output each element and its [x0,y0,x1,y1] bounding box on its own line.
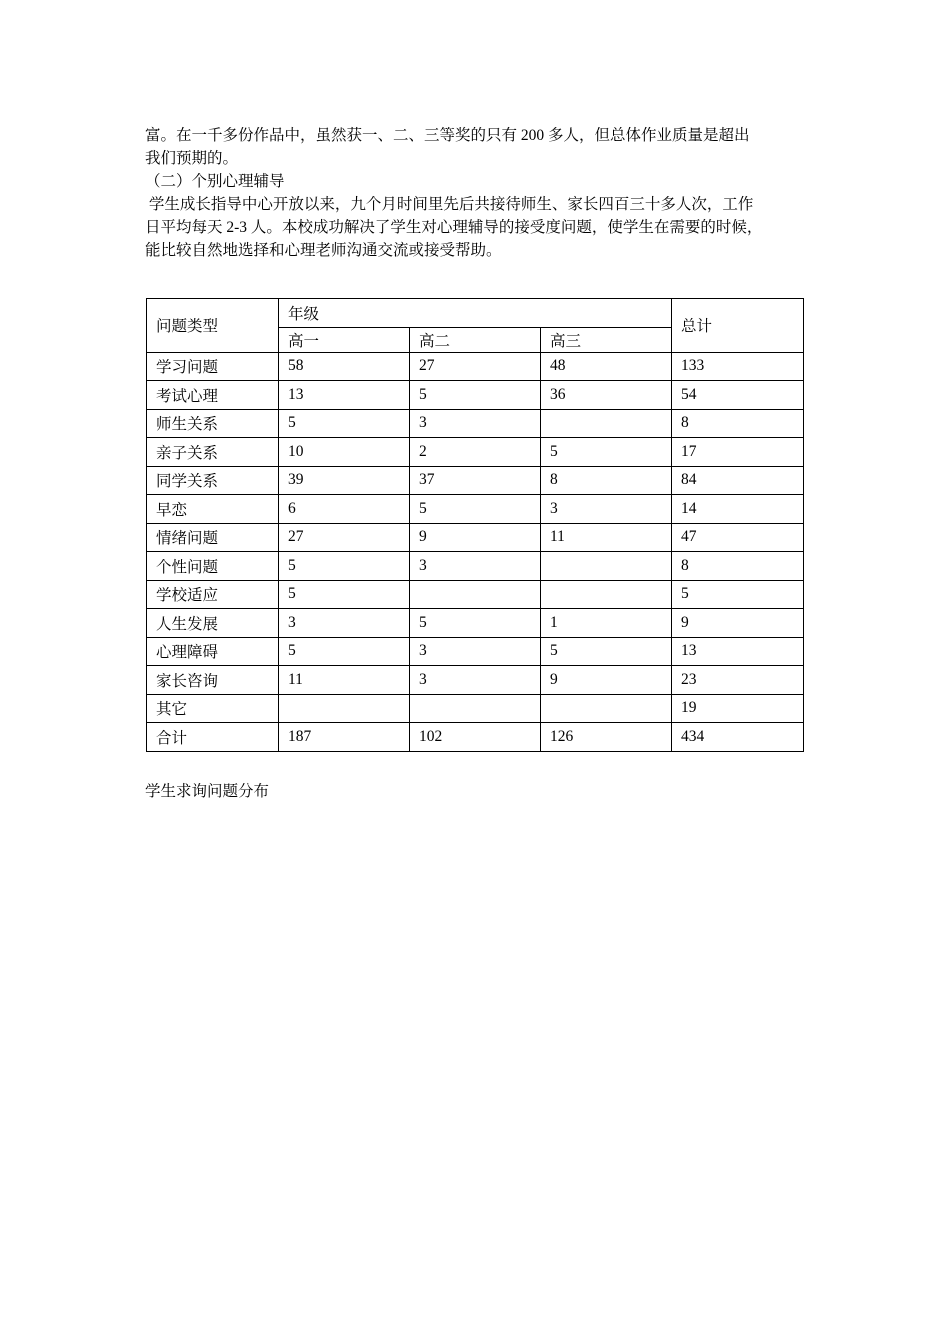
table-row [147,352,804,381]
body-line-2: 日平均每天 2-3 人。本校成功解决了学生对心理辅导的接受度问题，使学生在需要的时候， [145,219,763,236]
header-grade: 年级 [279,299,672,328]
cell-grade-1: 3 [279,609,410,638]
cell-grade-2: 9 [410,523,541,552]
cell-type: 学习问题 [147,352,279,381]
cell-grade-3 [541,409,672,438]
cell-grade-2: 37 [410,466,541,495]
cell-grade-1 [279,694,410,723]
cell-type: 合计 [147,723,279,752]
table-row [147,495,804,524]
cell-grade-3: 126 [541,723,672,752]
document-body [145,124,810,262]
cell-grade-2: 3 [410,409,541,438]
cell-total: 13 [672,637,804,666]
cell-grade-3 [541,552,672,581]
cell-grade-3: 8 [541,466,672,495]
cell-grade-3: 9 [541,666,672,695]
intro-line-2: 我们预期的。 [145,150,239,167]
cell-grade-1: 39 [279,466,410,495]
cell-grade-1: 187 [279,723,410,752]
cell-total: 54 [672,381,804,410]
table-row [147,609,804,638]
cell-grade-2: 5 [410,381,541,410]
table-row [147,637,804,666]
cell-grade-3: 5 [541,637,672,666]
cell-grade-2: 5 [410,609,541,638]
cell-total: 23 [672,666,804,695]
cell-grade-2: 102 [410,723,541,752]
cell-grade-3 [541,694,672,723]
cell-type: 家长咨询 [147,666,279,695]
cell-grade-1: 6 [279,495,410,524]
cell-grade-2: 27 [410,352,541,381]
cell-grade-2: 3 [410,637,541,666]
cell-total: 8 [672,409,804,438]
cell-type: 学校适应 [147,580,279,609]
cell-grade-1: 5 [279,409,410,438]
table-row [147,381,804,410]
cell-grade-3: 1 [541,609,672,638]
cell-total: 5 [672,580,804,609]
cell-grade-2 [410,580,541,609]
cell-total: 8 [672,552,804,581]
body-line-3: 能比较自然地选择和心理老师沟通交流或接受帮助。 [145,242,502,259]
intro-line-1: 富。在一千多份作品中，虽然获一、二、三等奖的只有 200 多人，但总体作业质量是超出 [145,127,750,144]
cell-total: 84 [672,466,804,495]
table-body [147,352,804,751]
cell-grade-1: 5 [279,637,410,666]
cell-type: 个性问题 [147,552,279,581]
cell-type: 情绪问题 [147,523,279,552]
table-row [147,694,804,723]
cell-grade-2: 5 [410,495,541,524]
header-grade-3: 高三 [541,327,672,352]
header-grade-1: 高一 [279,327,410,352]
cell-total: 133 [672,352,804,381]
consultation-table-container [146,298,804,752]
body-line-1: 学生成长指导中心开放以来，九个月时间里先后共接待师生、家长四百三十多人次，工作 [145,196,754,213]
cell-grade-1: 11 [279,666,410,695]
header-type: 问题类型 [147,299,279,353]
cell-grade-1: 5 [279,580,410,609]
table-header-row-1 [147,299,804,328]
cell-type: 同学关系 [147,466,279,495]
cell-type: 考试心理 [147,381,279,410]
table-row [147,552,804,581]
cell-grade-3 [541,580,672,609]
consultation-table [146,298,804,752]
section-heading: （二）个别心理辅导 [145,173,285,190]
cell-type: 心理障碍 [147,637,279,666]
cell-grade-1: 58 [279,352,410,381]
cell-grade-2: 3 [410,552,541,581]
table-row [147,723,804,752]
table-row [147,466,804,495]
cell-type: 早恋 [147,495,279,524]
cell-grade-1: 10 [279,438,410,467]
cell-grade-2: 3 [410,666,541,695]
cell-grade-1: 27 [279,523,410,552]
cell-type: 其它 [147,694,279,723]
cell-grade-1: 5 [279,552,410,581]
cell-total: 14 [672,495,804,524]
cell-grade-3: 11 [541,523,672,552]
cell-grade-1: 13 [279,381,410,410]
cell-type: 人生发展 [147,609,279,638]
cell-total: 434 [672,723,804,752]
chart-caption: 学生求询问题分布 [145,783,270,800]
cell-type: 亲子关系 [147,438,279,467]
cell-grade-2: 2 [410,438,541,467]
table-row [147,523,804,552]
cell-grade-3: 5 [541,438,672,467]
cell-total: 19 [672,694,804,723]
header-total: 总计 [672,299,804,353]
cell-grade-3: 3 [541,495,672,524]
header-grade-2: 高二 [410,327,541,352]
table-row [147,438,804,467]
cell-total: 47 [672,523,804,552]
cell-grade-3: 36 [541,381,672,410]
table-row [147,409,804,438]
cell-total: 17 [672,438,804,467]
cell-total: 9 [672,609,804,638]
cell-type: 师生关系 [147,409,279,438]
cell-grade-2 [410,694,541,723]
table-row [147,580,804,609]
table-row [147,666,804,695]
cell-grade-3: 48 [541,352,672,381]
